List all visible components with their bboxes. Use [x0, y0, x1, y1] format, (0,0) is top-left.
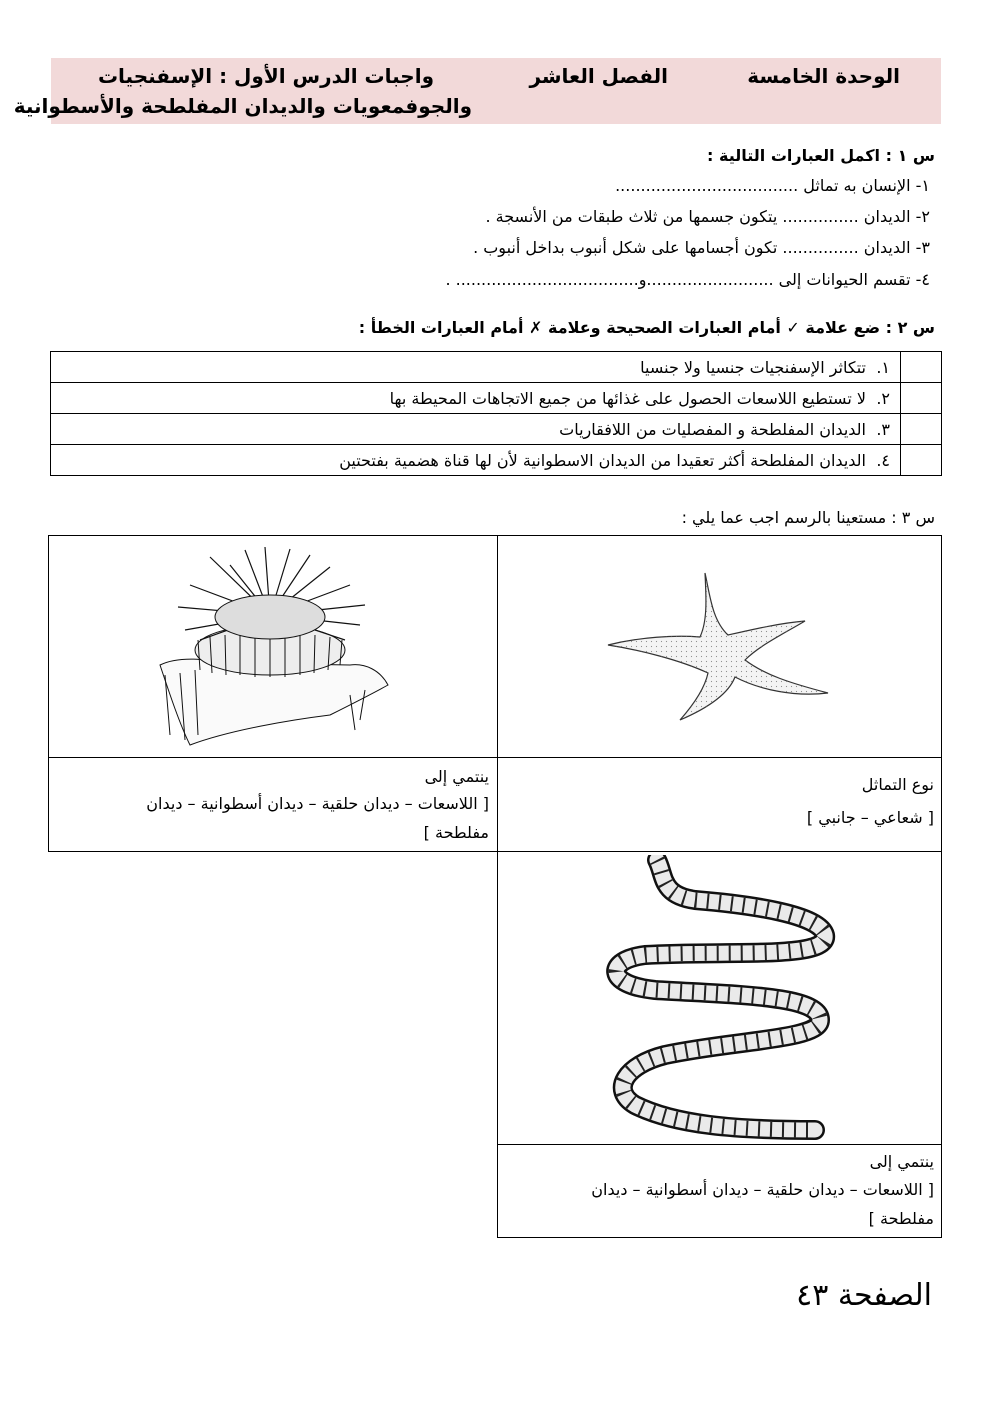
statement-text: الديدان المفلطحة و المفصليات من اللافقاريات: [559, 419, 866, 439]
anemone-question-label: ينتمي إلى: [424, 767, 489, 786]
q1-item-2: ٢- الديدان ............... يتكون جسمها من ثلاث طبقات من الأنسجة .: [485, 207, 930, 226]
table-row: [51, 352, 942, 383]
true-false-table: [50, 351, 942, 476]
statement-number: ١.: [876, 357, 890, 377]
answer-cell-4[interactable]: [901, 445, 942, 476]
q1-item-3: ٣- الديدان ............... تكون أجسامها على شكل أنبوب بداخل أنبوب .: [473, 238, 930, 257]
statement-text: لا تستطيع اللاسعات الحصول على غذائها من جميع الاتجاهات المحيطة بها: [389, 388, 866, 408]
anemone-options-line1: [ اللاسعات – ديدان حلقية – ديدان أسطوانية – ديدان: [146, 794, 489, 813]
statement-cell: [51, 414, 901, 445]
lesson-title-line1: واجبات الدرس الأول : الإسفنجيات: [97, 64, 434, 88]
statement-cell: [51, 352, 901, 383]
starfish-options: [ شعاعي – جانبي ]: [806, 808, 934, 827]
q1-item-1: ١- الإنسان به تماثل ....................................: [615, 176, 930, 195]
sea-anemone-illustration: [150, 545, 395, 750]
q1-item-4: ٤- تقسم الحيوانات إلى .........................و.................................... .: [445, 270, 930, 289]
statement-text: تتكاثر الإسفنجيات جنسيا ولا جنسيا: [640, 357, 866, 377]
table-row: [51, 383, 942, 414]
worm-options-line1: [ اللاسعات – ديدان حلقية – ديدان أسطوانية – ديدان: [591, 1180, 934, 1199]
answer-cell-3[interactable]: [901, 414, 942, 445]
page-number: الصفحة ٤٣: [796, 1278, 932, 1313]
q3-title: س ٣ : مستعينا بالرسم اجب عما يلي :: [681, 508, 935, 527]
starfish-question-label: نوع التماثل: [861, 775, 934, 794]
statement-cell: [51, 383, 901, 414]
worm-question-label: ينتمي إلى: [869, 1152, 934, 1171]
starfish-illustration: [600, 565, 840, 730]
anemone-options-line2: مفلطحة ]: [423, 823, 489, 842]
answer-cell-1[interactable]: [901, 352, 942, 383]
worm-options-line2: مفلطحة ]: [868, 1209, 934, 1228]
table-row: [51, 414, 942, 445]
answer-cell-2[interactable]: [901, 383, 942, 414]
worm-illustration: [605, 855, 845, 1140]
lesson-title-line2: والجوفمعويات والديدان المفلطحة والأسطوانية: [13, 94, 472, 118]
statement-text: الديدان المفلطحة أكثر تعقيدا من الديدان الاسطوانية لأن لها قناة هضمية بفتحتين: [339, 450, 866, 470]
statement-number: ٤.: [876, 450, 890, 470]
q2-title: س ٢ : ضع علامة ✓ أمام العبارات الصحيحة وعلامة ✗ أمام العبارات الخطأ :: [358, 318, 935, 337]
table-row: [51, 445, 942, 476]
chapter-title: الفصل العاشر: [529, 64, 668, 88]
statement-number: ٢.: [876, 388, 890, 408]
statement-cell: [51, 445, 901, 476]
statement-number: ٣.: [876, 419, 890, 439]
q1-title: س ١ : اكمل العبارات التالية :: [707, 146, 935, 165]
unit-title: الوحدة الخامسة: [747, 64, 900, 88]
